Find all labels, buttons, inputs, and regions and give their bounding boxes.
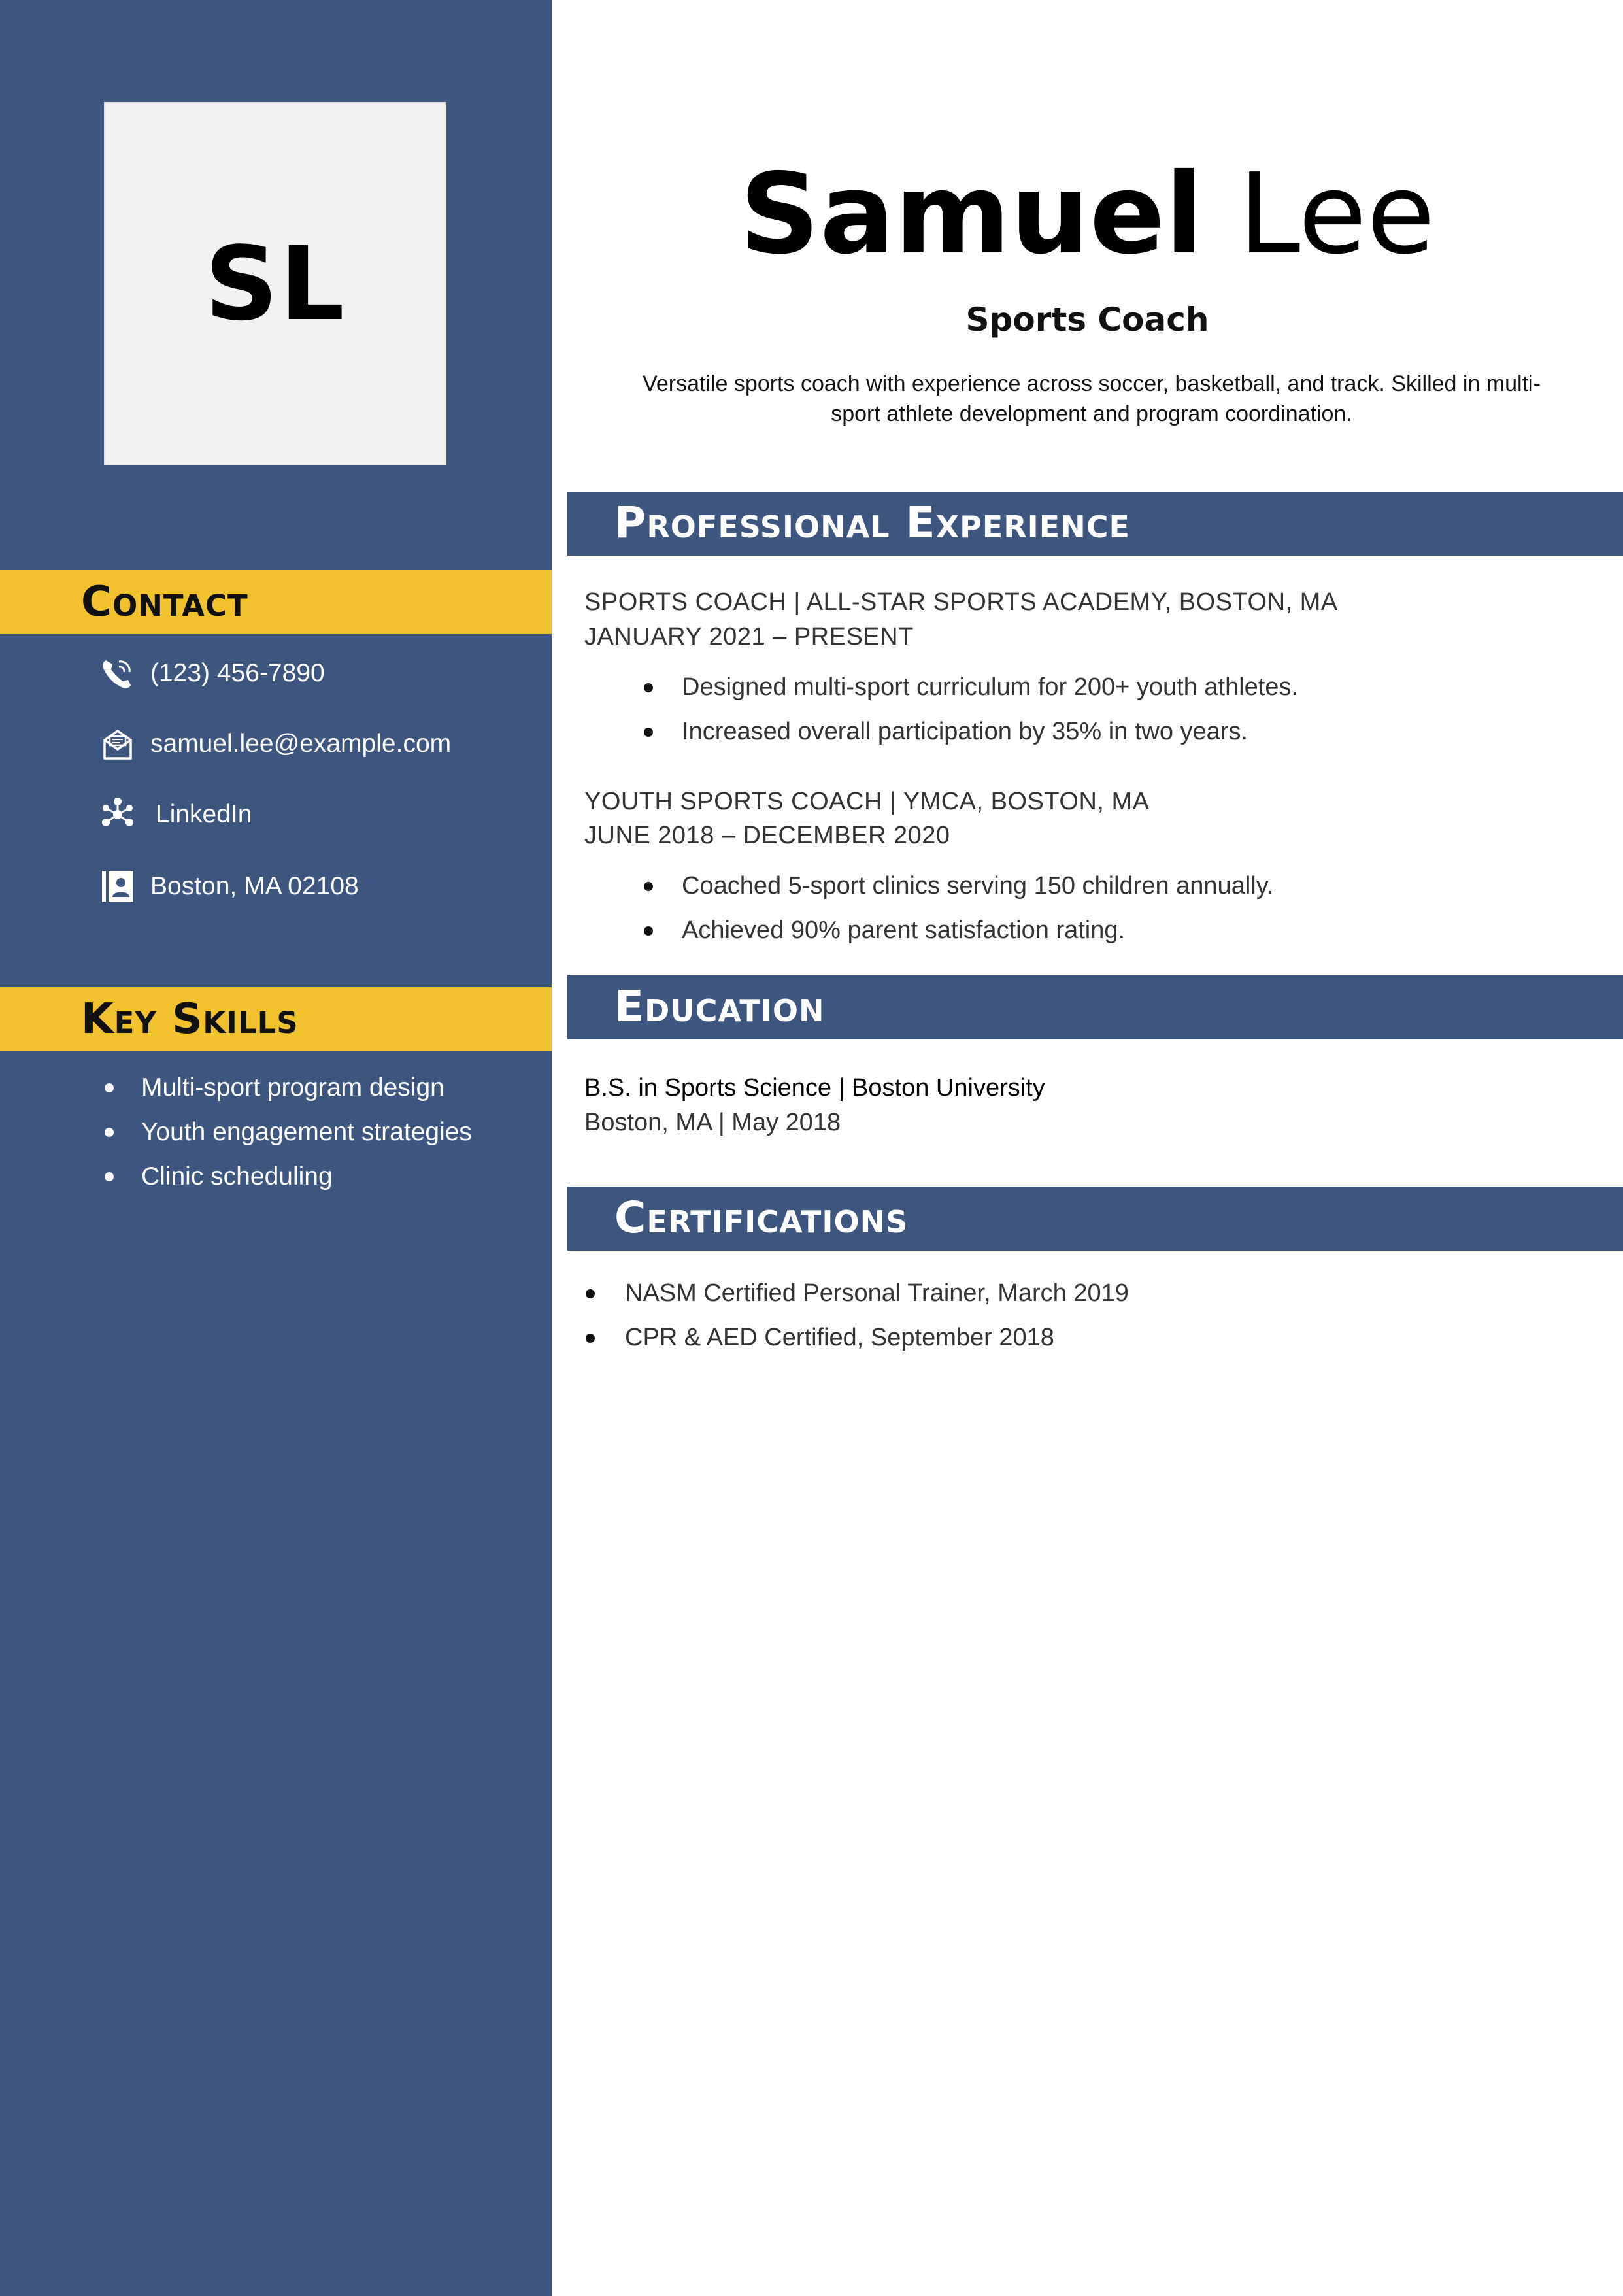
certification-text: NASM Certified Personal Trainer, March 2019 — [625, 1279, 1129, 1307]
bullet-dot — [586, 1289, 595, 1298]
contact-phone[interactable] — [99, 654, 325, 693]
contact-email-text: samuel.lee@example.com — [150, 730, 452, 758]
skills-heading: Key Skills — [81, 995, 299, 1043]
address-book-icon — [99, 868, 136, 905]
contact-linkedin-text: LinkedIn — [156, 800, 252, 828]
skill-text: Clinic scheduling — [141, 1162, 333, 1190]
bullet-dot — [105, 1083, 114, 1092]
job-bullet — [644, 917, 1125, 945]
job-bullet-text: Designed multi-sport curriculum for 200+ youth athletes. — [682, 673, 1299, 701]
summary: Versatile sports coach with experience across soccer, basketball, and track. Skilled in multi-sport athlete development and program coordination. — [643, 371, 1541, 426]
job-bullet-text: Increased overall participation by 35% in two years. — [682, 718, 1248, 745]
experience-heading: Professional Experience — [614, 498, 1130, 548]
skills-heading-bar — [0, 987, 552, 1051]
bullet-dot — [644, 882, 653, 891]
contact-address — [99, 867, 359, 906]
certification-item — [586, 1324, 1054, 1352]
job-bullet-text: Coached 5-sport clinics serving 150 children annually. — [682, 872, 1274, 900]
education-heading-bar — [567, 975, 1623, 1039]
skill-item — [105, 1162, 333, 1191]
bullet-dot — [105, 1128, 114, 1137]
job-dates: JUNE 2018 – DECEMBER 2020 — [584, 822, 950, 849]
skill-text: Multi-sport program design — [141, 1073, 444, 1102]
email-icon — [99, 726, 136, 762]
contact-address-text: Boston, MA 02108 — [150, 872, 359, 900]
skill-text: Youth engagement strategies — [141, 1118, 472, 1146]
bullet-dot — [105, 1172, 114, 1181]
phone-icon — [99, 655, 136, 692]
bullet-dot — [644, 683, 653, 692]
education-location: Boston, MA | May 2018 — [584, 1109, 841, 1136]
contact-email[interactable] — [99, 724, 451, 764]
avatar — [104, 102, 446, 465]
certification-text: CPR & AED Certified, September 2018 — [625, 1324, 1054, 1351]
contact-heading-bar — [0, 570, 552, 634]
bullet-dot — [586, 1334, 595, 1343]
last-name: Lee — [1238, 150, 1435, 279]
certification-item — [586, 1279, 1129, 1308]
job-bullet — [644, 673, 1298, 701]
contact-linkedin[interactable] — [99, 795, 252, 834]
bullet-dot — [644, 926, 653, 936]
education-degree: B.S. in Sports Science | Boston University — [584, 1074, 1045, 1102]
job-bullet-text: Achieved 90% parent satisfaction rating. — [682, 917, 1126, 944]
first-name: Samuel — [739, 150, 1203, 279]
job-dates: JANUARY 2021 – PRESENT — [584, 623, 914, 650]
experience-heading-bar — [567, 492, 1623, 556]
avatar-initials: SL — [205, 224, 346, 343]
network-icon — [99, 796, 136, 833]
education-heading: Education — [614, 981, 825, 1032]
certifications-heading: Certifications — [614, 1192, 909, 1243]
skill-item — [105, 1118, 472, 1147]
job-bullet — [644, 718, 1248, 746]
job-title: Sports Coach — [965, 301, 1209, 339]
full-name — [552, 149, 1623, 280]
contact-phone-text: (123) 456-7890 — [150, 659, 325, 687]
job-title-line: YOUTH SPORTS COACH | YMCA, BOSTON, MA — [584, 788, 1150, 815]
contact-heading: Contact — [81, 578, 248, 626]
job-bullet — [644, 872, 1273, 900]
certifications-heading-bar — [567, 1187, 1623, 1251]
skill-item — [105, 1073, 444, 1102]
job-title-line: SPORTS COACH | ALL-STAR SPORTS ACADEMY, BOSTON, MA — [584, 588, 1338, 616]
bullet-dot — [644, 728, 653, 737]
